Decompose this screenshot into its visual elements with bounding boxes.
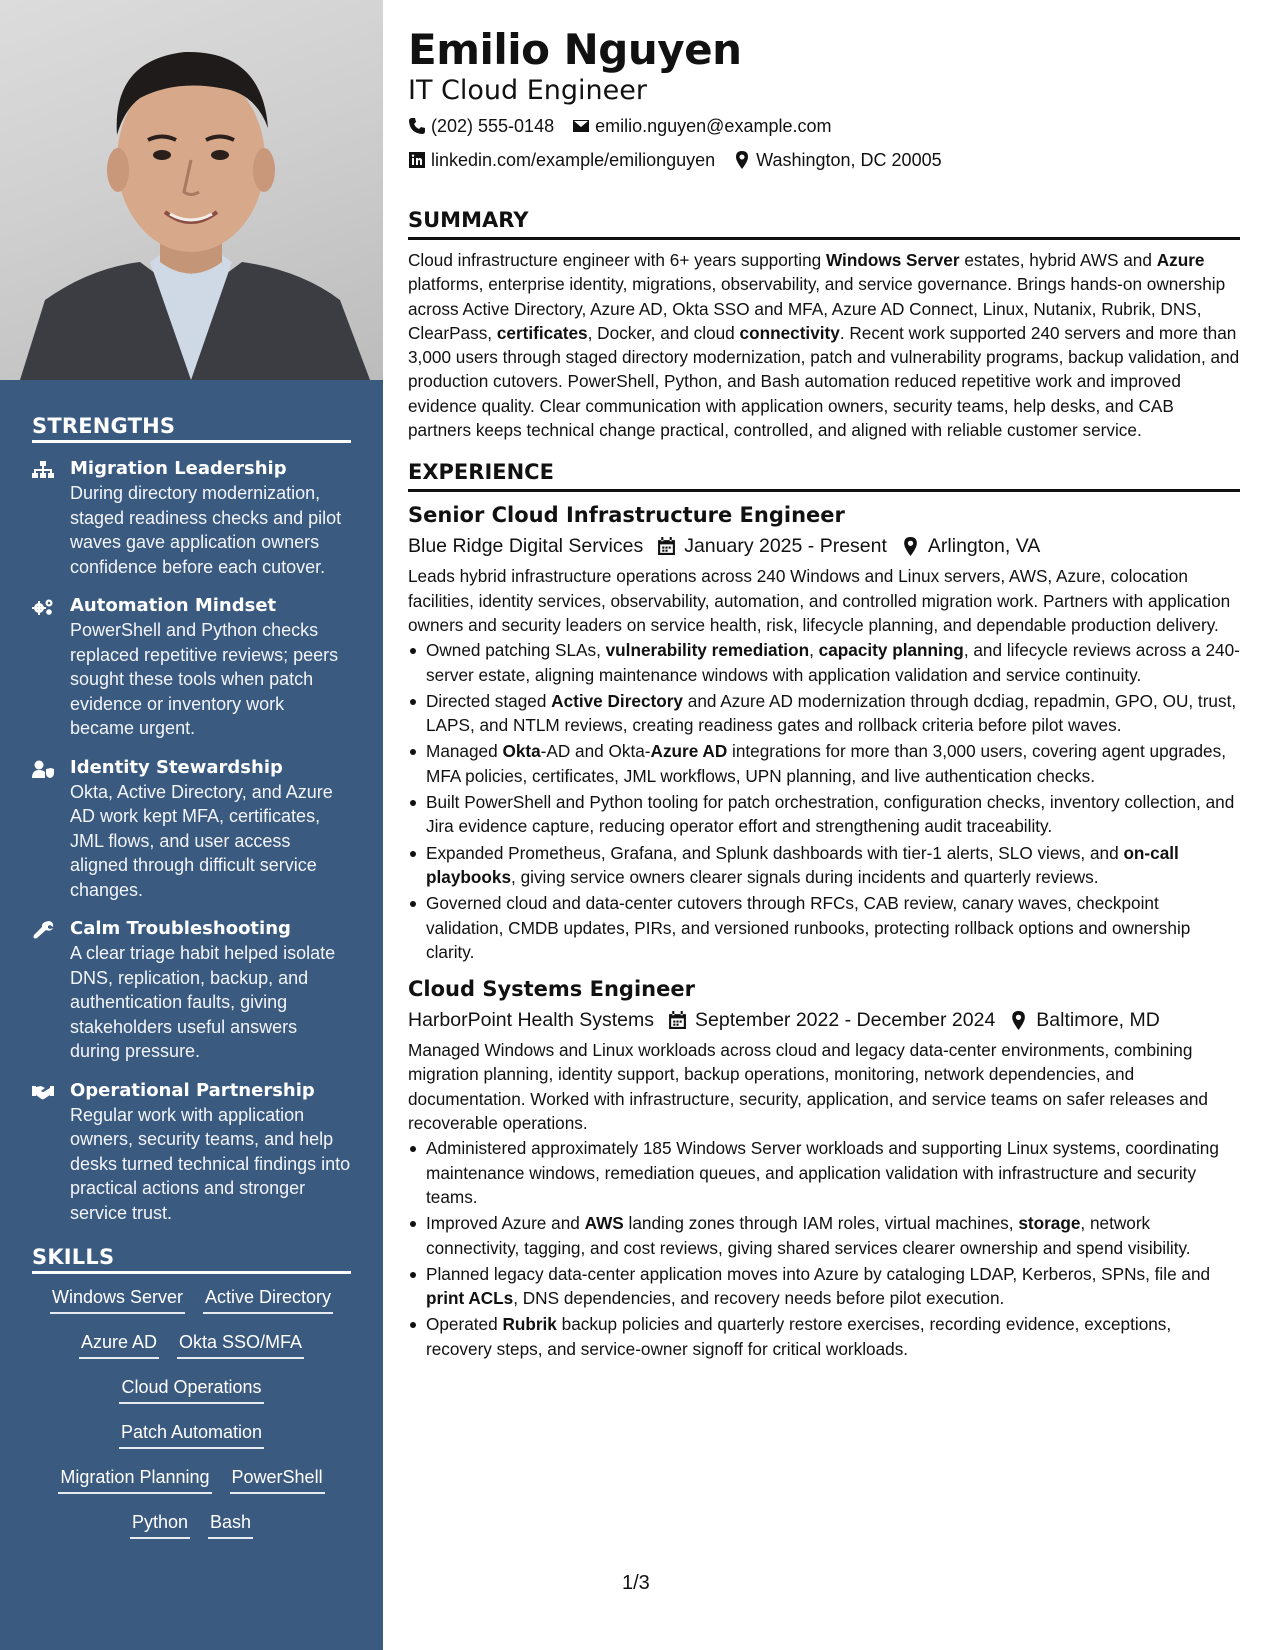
skill-tag: Active Directory: [203, 1284, 333, 1314]
strength-desc: A clear triage habit helped isolate DNS, replication, backup, and authentication faults, giving stakeholders useful answers during pressure.: [70, 943, 336, 1061]
summary-heading: SUMMARY: [408, 206, 1240, 240]
list-item: Expanded Prometheus, Grafana, and Splunk dashboards with tier-1 alerts, SLO views, and on-call playbooks, giving service owners clearer signals during incidents and quarterly reviews.: [408, 841, 1240, 890]
summary-section: [408, 206, 1240, 442]
job-title: Cloud Systems Engineer: [408, 977, 695, 1002]
user-shield-icon: [32, 756, 70, 903]
list-item: Directed staged Active Directory and Azure AD modernization through dcdiag, repadmin, GPO, OU, trust, LAPS, and NTLM reviews, creating readiness gates and rollback criteria before pilot waves.: [408, 689, 1240, 738]
skill-tag: Migration Planning: [58, 1464, 211, 1494]
page-number: 1/3: [622, 1572, 650, 1594]
location-text: Washington, DC 20005: [756, 150, 942, 170]
job-location: Arlington, VA: [901, 530, 1040, 562]
job-entry: [408, 500, 1240, 964]
strength-item: [32, 594, 351, 741]
strength-title: Identity Stewardship: [70, 756, 283, 778]
job-entry: [408, 974, 1240, 1361]
list-item: Owned patching SLAs, vulnerability remediation, capacity planning, and lifecycle reviews across a 240-server estate, aligning maintenance windows with application validation and service continuity.: [408, 638, 1240, 687]
wrench-icon: [32, 917, 70, 1064]
strength-item: [32, 756, 351, 903]
list-item: Administered approximately 185 Windows Server workloads and supporting Linux systems, coordinating maintenance windows, remediation queues, and application validation with infrastructure and security teams.: [408, 1136, 1240, 1209]
profile-photo: [0, 0, 383, 380]
skill-tag: Python: [130, 1509, 190, 1539]
strength-desc: PowerShell and Python checks replaced repetitive reviews; peers sought these tools when patch evidence or inventory work became urgent.: [70, 620, 339, 738]
strength-title: Calm Troubleshooting: [70, 918, 291, 939]
candidate-name: Emilio Nguyen: [408, 25, 742, 74]
gears-icon: [32, 594, 70, 741]
portrait-illustration: [0, 0, 383, 380]
skills-section: [0, 1245, 383, 1554]
summary-text: Cloud infrastructure engineer with 6+ years supporting Windows Server estates, hybrid AWS and Azure platforms, enterprise identity, migrations, observability, and service governance. Brings hands-on ownership across Active Directory, Azure AD, Okta SSO and MFA, Azure AD Connect, Linux, Nutanix, Rubrik, DNS, ClearPass, certificates, Docker, and cloud connectivity. Recent work supported 240 servers and more than 3,000 users through staged directory modernization, patch and vulnerability programs, backup validation, and production cutovers. PowerShell, Python, and Bash automation reduced repetitive work and improved evidence quality. Clear communication with application owners, security teams, help desks, and CAB partners keeps technical change practical, controlled, and aligned with reliable customer service.: [408, 250, 1240, 441]
job-title: Senior Cloud Infrastructure Engineer: [408, 503, 845, 528]
linkedin-contact[interactable]: [408, 144, 715, 176]
map-marker-icon: [1009, 1011, 1028, 1030]
experience-heading: EXPERIENCE: [408, 458, 1240, 492]
strength-item: [32, 1079, 351, 1226]
strengths-section: [0, 414, 383, 1225]
map-marker-icon: [901, 537, 920, 556]
list-item: Operated Rubrik backup policies and quarterly restore exercises, recording evidence, exceptions, recovery steps, and service-owner signoff for critical workloads.: [408, 1312, 1240, 1361]
job-meta: [408, 1004, 1240, 1036]
phone-number: (202) 555-0148: [431, 116, 555, 136]
skill-tag: Okta SSO/MFA: [177, 1329, 304, 1359]
email-contact[interactable]: [572, 110, 831, 142]
skill-tag: Patch Automation: [119, 1419, 264, 1449]
job-dates: January 2025 - Present: [657, 530, 887, 562]
strength-title: Automation Mindset: [70, 595, 277, 616]
skill-tag: Bash: [208, 1509, 253, 1539]
linkedin-icon: [408, 151, 426, 169]
strength-item: [32, 457, 351, 579]
map-marker-icon: [733, 151, 751, 169]
skills-heading: SKILLS: [32, 1245, 351, 1274]
job-meta: [408, 530, 1240, 562]
sidebar: [0, 0, 383, 1650]
sitemap-icon: [32, 457, 70, 579]
job-description: Leads hybrid infrastructure operations across 240 Windows and Linux servers, AWS, Azure, colocation facilities, identity services, observability, automation, and controlled migration work. Partners with application owners and security leaders on service health, risk, lifecycle planning, and dependable production delivery.: [408, 566, 1231, 635]
strength-desc: During directory modernization, staged readiness checks and pilot waves gave application owners confidence before each cutover.: [70, 483, 342, 577]
experience-section: [408, 458, 1240, 1361]
handshake-icon: [32, 1079, 70, 1226]
job-bullets: [408, 1136, 1240, 1361]
email-address[interactable]: emilio.nguyen@example.com: [595, 116, 832, 136]
location-contact: [733, 144, 941, 176]
calendar-icon: [668, 1011, 687, 1030]
skill-tag: PowerShell: [230, 1464, 325, 1494]
company: Blue Ridge Digital Services: [408, 535, 644, 558]
strength-item: [32, 917, 351, 1064]
envelope-icon: [572, 117, 590, 135]
skill-tag: Azure AD: [79, 1329, 159, 1359]
strength-title: Migration Leadership: [70, 458, 287, 479]
list-item: Built PowerShell and Python tooling for patch orchestration, configuration checks, inventory collection, and Jira evidence capture, reducing operator effort and strengthening audit traceability.: [408, 790, 1240, 839]
strength-title: Operational Partnership: [70, 1079, 315, 1101]
calendar-icon: [657, 537, 676, 556]
job-location: Baltimore, MD: [1009, 1004, 1160, 1036]
phone-icon: [408, 117, 426, 135]
skills-list: [32, 1284, 351, 1554]
contact-row: [408, 110, 1240, 142]
skill-tag: Windows Server: [50, 1284, 185, 1314]
job-bullets: [408, 638, 1240, 964]
main-content: [408, 0, 1240, 1363]
job-description: Managed Windows and Linux workloads across cloud and legacy data-center environments, combining migration planning, identity support, backup operations, monitoring, network dependencies, and documentation. Worked with infrastructure, security, application, and service teams on safer releases and recoverable operations.: [408, 1040, 1208, 1134]
strength-desc: Regular work with application owners, security teams, and help desks turned technical findings into practical actions and stronger service trust.: [70, 1104, 351, 1223]
candidate-role: IT Cloud Engineer: [408, 75, 647, 106]
company: HarborPoint Health Systems: [408, 1009, 655, 1032]
list-item: Planned legacy data-center application moves into Azure by cataloging LDAP, Kerberos, SPNs, file and print ACLs, DNS dependencies, and recovery needs before pilot execution.: [408, 1262, 1240, 1311]
contact-row: [408, 144, 1240, 176]
strengths-heading: STRENGTHS: [32, 414, 351, 443]
phone-contact: [408, 110, 554, 142]
linkedin-url[interactable]: linkedin.com/example/emilionguyen: [431, 150, 716, 170]
list-item: Governed cloud and data-center cutovers through RFCs, CAB review, canary waves, checkpoint validation, CMDB updates, PIRs, and versioned runbooks, protecting rollback options and ownership clarity.: [408, 891, 1240, 964]
job-dates: September 2022 - December 2024: [668, 1004, 995, 1036]
list-item: Managed Okta-AD and Okta-Azure AD integrations for more than 3,000 users, covering agent upgrades, MFA policies, certificates, JML workflows, UPN planning, and live authentication checks.: [408, 739, 1240, 788]
list-item: Improved Azure and AWS landing zones through IAM roles, virtual machines, storage, network connectivity, tagging, and cost reviews, giving shared services clearer ownership and spend visibility.: [408, 1211, 1240, 1260]
strength-desc: Okta, Active Directory, and Azure AD work kept MFA, certificates, JML flows, and user access aligned through difficult service changes.: [70, 781, 333, 900]
skill-tag: Cloud Operations: [119, 1374, 263, 1404]
